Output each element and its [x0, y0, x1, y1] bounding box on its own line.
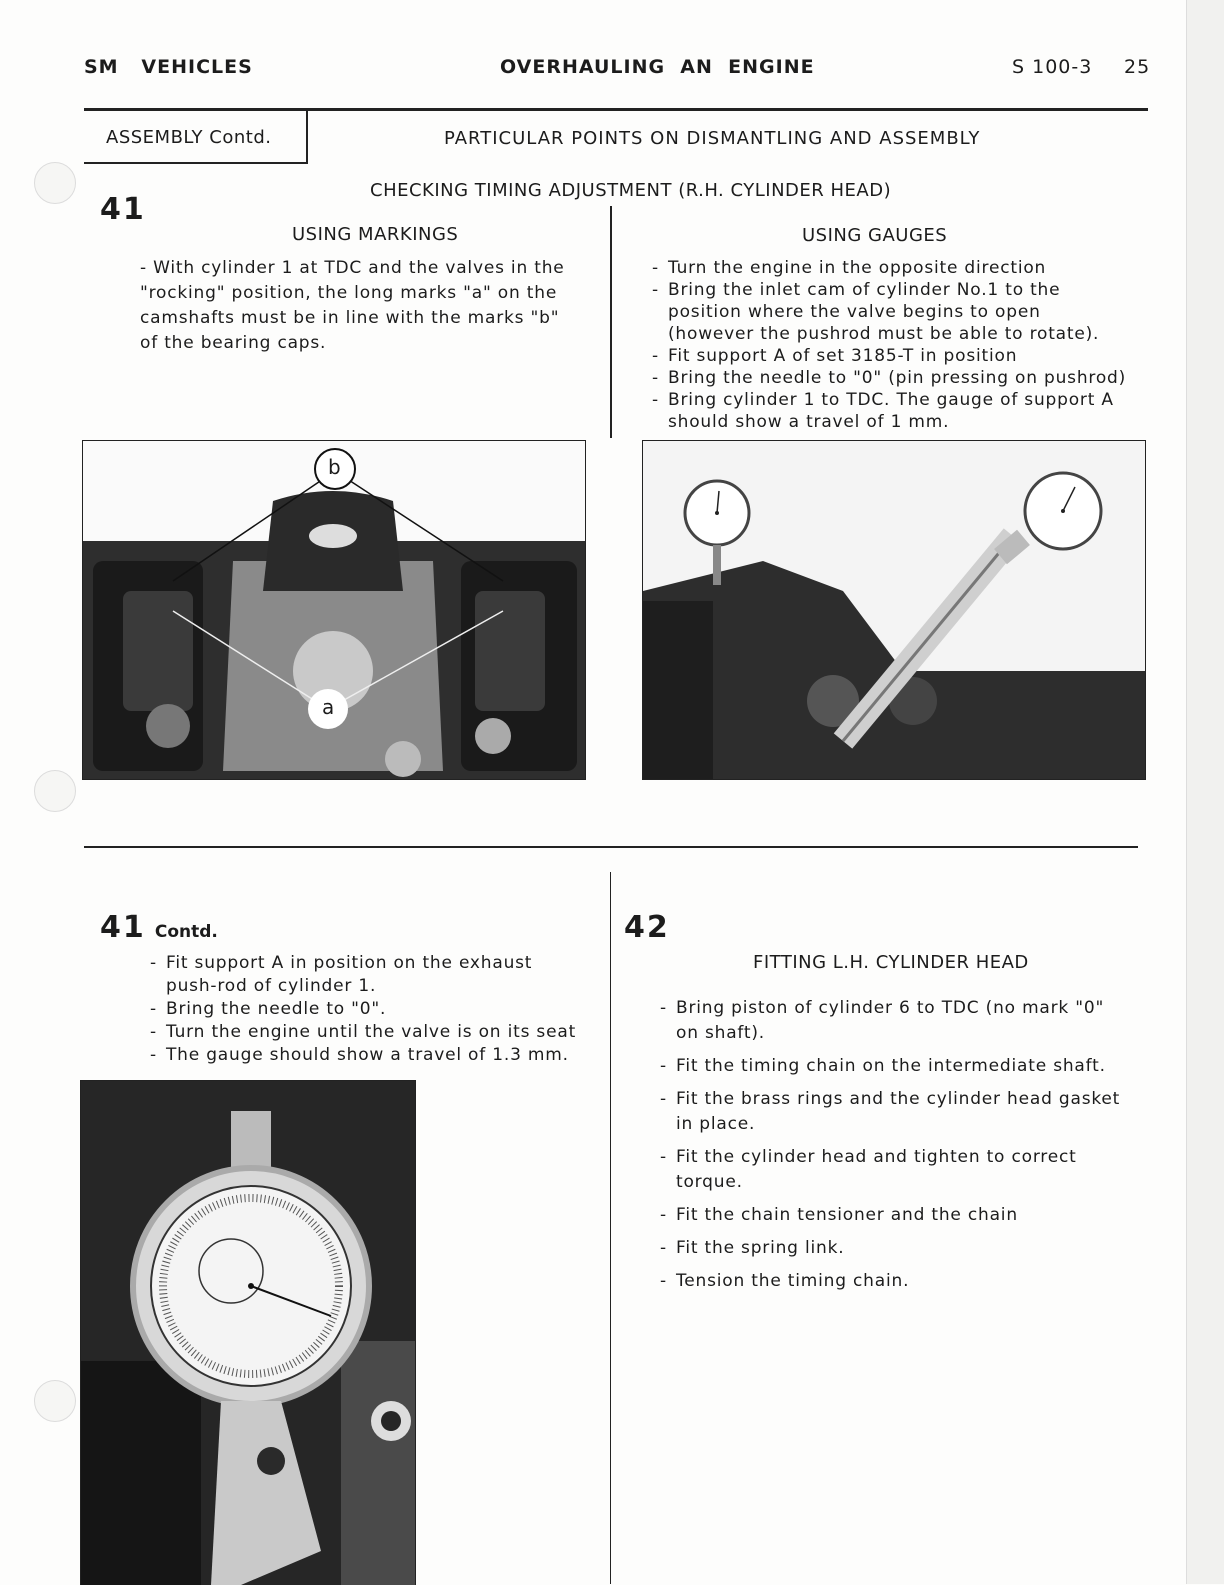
list-item: - Fit the chain tensioner and the chain: [660, 1203, 1130, 1228]
assembly-label: ASSEMBLY Contd.: [106, 127, 272, 148]
step-41-contd-suffix: Contd.: [154, 922, 218, 942]
list-item: - Fit the timing chain on the intermediate shaft.: [660, 1054, 1130, 1079]
using-gauges-title: USING GAUGES: [802, 225, 948, 246]
list-item: - Fit support A of set 3185-T in position: [652, 345, 1132, 367]
using-gauges-list: [652, 257, 1132, 433]
header-title: OVERHAULING AN ENGINE: [500, 56, 815, 78]
page-edge: [1186, 0, 1224, 1584]
using-markings-text: - With cylinder 1 at TDC and the valves in the "rocking" position, the long marks "a" on the camshafts must be in line with the marks "b" of the bearing caps.: [140, 258, 565, 353]
column-divider-top: [610, 206, 612, 438]
camshaft-markings-photo: [82, 440, 586, 780]
list-item: - Fit the brass rings and the cylinder head gasket in place.: [660, 1087, 1130, 1137]
middle-rule: [84, 846, 1138, 848]
list-item: - Bring piston of cylinder 6 to TDC (no mark "0" on shaft).: [660, 996, 1130, 1046]
label-b: b: [328, 455, 341, 479]
camshaft-illustration: [83, 441, 585, 779]
dial-gauge-photo: [80, 1080, 416, 1585]
section-title: PARTICULAR POINTS ON DISMANTLING AND ASSEMBLY: [444, 128, 981, 149]
list-item: - Fit support A in position on the exhaust push-rod of cylinder 1.: [150, 952, 580, 998]
gauge-photo: [642, 440, 1146, 780]
page-number: 25: [1124, 56, 1151, 78]
list-item: - Fit the cylinder head and tighten to correct torque.: [660, 1145, 1130, 1195]
list-item: - Fit the spring link.: [660, 1236, 1130, 1261]
list-item: - Bring cylinder 1 to TDC. The gauge of support A should show a travel of 1 mm.: [652, 389, 1132, 433]
step-42-list: [660, 996, 1130, 1294]
label-a: a: [322, 695, 335, 719]
header-reference: S 100-3: [1012, 56, 1093, 78]
step-41-contd-heading: [100, 910, 218, 945]
punch-hole-top: [34, 162, 76, 204]
punch-hole-bottom: [34, 1380, 76, 1422]
list-item: - The gauge should show a travel of 1.3 mm.: [150, 1044, 580, 1067]
list-item: - Bring the needle to "0" (pin pressing on pushrod): [652, 367, 1132, 389]
list-item: - Tension the timing chain.: [660, 1269, 1130, 1294]
column-divider-bottom: [610, 872, 611, 1584]
list-item: - Turn the engine in the opposite direction: [652, 257, 1132, 279]
step-41-contd-list: [150, 952, 580, 1067]
step-42-title: FITTING L.H. CYLINDER HEAD: [753, 952, 1029, 973]
punch-hole-middle: [34, 770, 76, 812]
list-item: - Bring the needle to "0".: [150, 998, 580, 1021]
using-markings-title: USING MARKINGS: [292, 224, 459, 245]
step-41-contd-number: 41: [100, 910, 146, 945]
gauge-illustration: [643, 441, 1145, 779]
assembly-box: [84, 110, 308, 164]
header-vehicle: SM VEHICLES: [84, 56, 253, 78]
dial-gauge-illustration: [81, 1081, 415, 1585]
step-42-number: 42: [624, 910, 670, 945]
list-item: - Turn the engine until the valve is on its seat: [150, 1021, 580, 1044]
list-item: - Bring the inlet cam of cylinder No.1 to the position where the valve begins to open (however the pushrod must be able to rotate).: [652, 279, 1132, 345]
step-41-title: CHECKING TIMING ADJUSTMENT (R.H. CYLINDER HEAD): [370, 180, 892, 201]
step-41-number: 41: [100, 192, 146, 227]
